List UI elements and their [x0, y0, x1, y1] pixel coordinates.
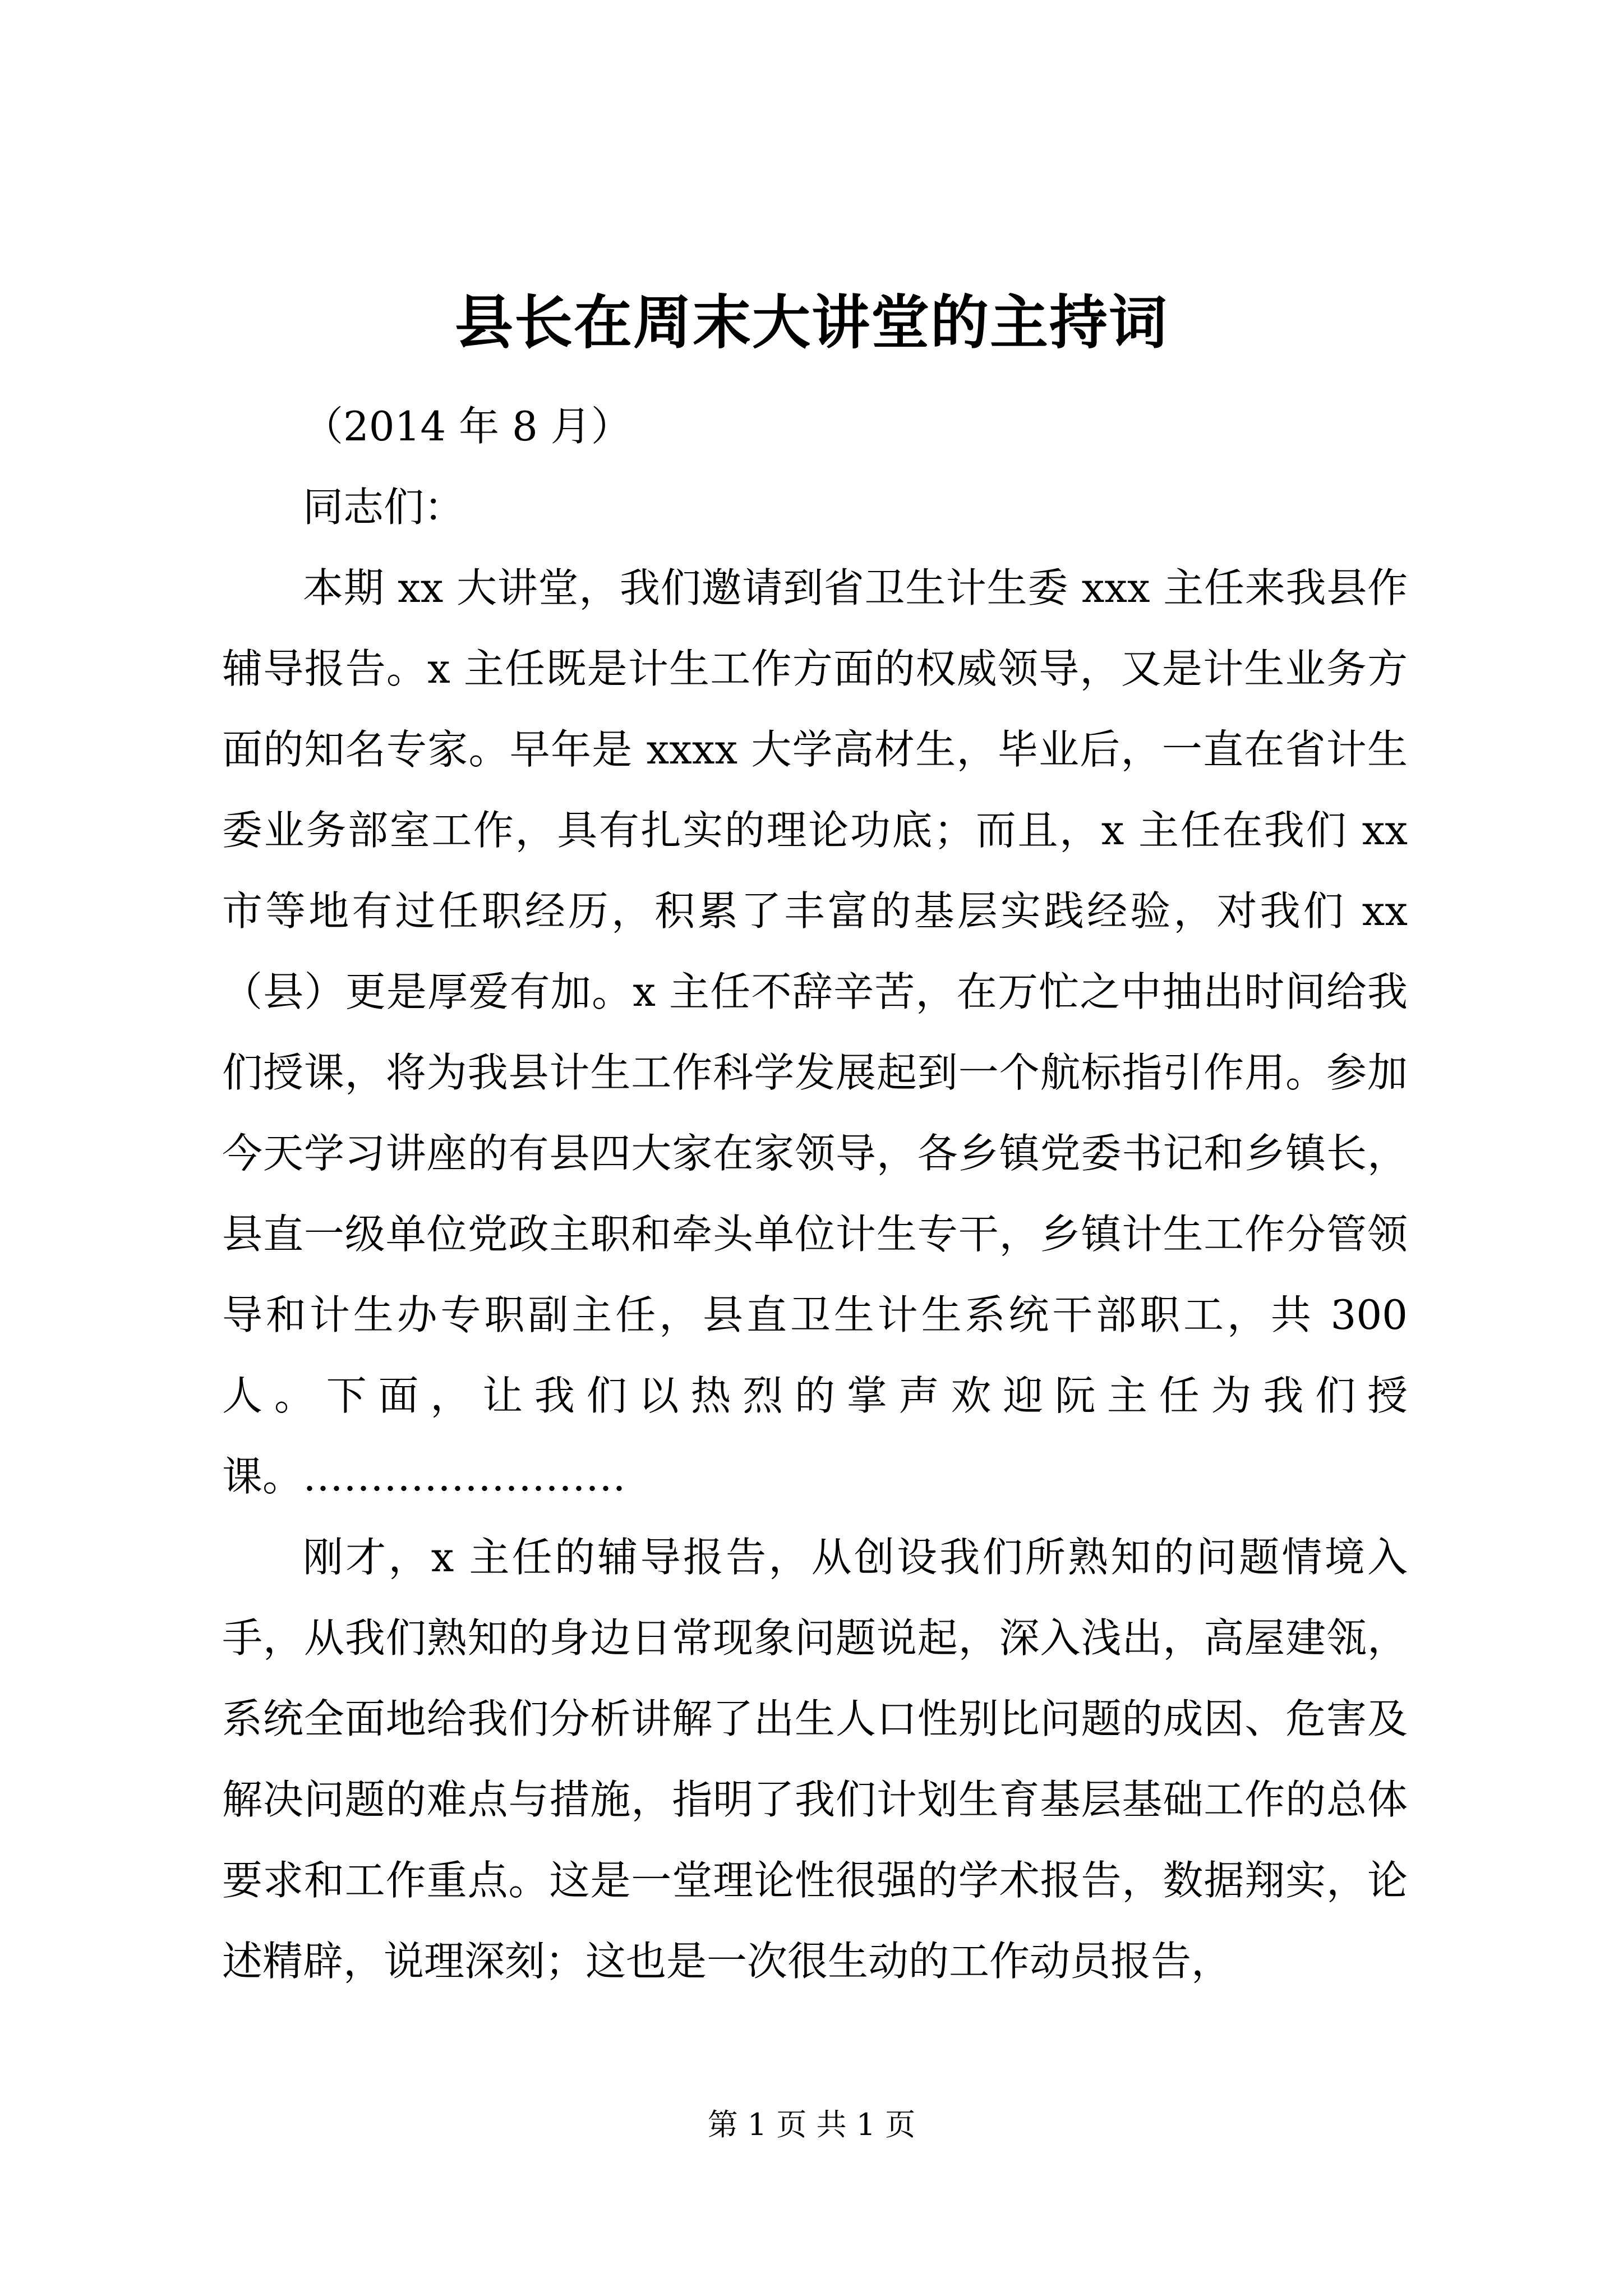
paragraph: 本期 xx 大讲堂，我们邀请到省卫生计生委 xxx 主任来我县作辅导报告。x 主任既是计生工作方面的权威领导，又是计生业务方面的知名专家。早年是 xxxx 大学高材生，毕业后，一直在省计生委业务部室工作，具有扎实的理论功底；而且，x 主任在我们 xx 市等地有过任职经历，积累了丰富的基层实践经验，对我们 xx（县）更是厚爱有加。x 主任不辞辛苦，在万忙之中抽出时间给我们授课，将为我县计生工作科学发展起到一个航标指引作用。参加今天学习讲座的有县四大家在家领导，各乡镇党委书记和乡镇长，县直一级单位党政主职和牵头单位计生专干，乡镇计生工作分管领导和计生办专职副主任，县直卫生计生系统干部职工，共 300 人。下面，让我们以热烈的掌声欢迎阮主任为我们授课。……………………	[222, 564, 1408, 1500]
salutation: 同志们：	[303, 484, 465, 531]
document-title: 县长在周末大讲堂的主持词	[454, 288, 1168, 357]
page-footer: 第 1 页 共 1 页	[707, 2107, 916, 2142]
document-body	[222, 386, 1408, 2001]
date-line: （2014 年 8 月）	[303, 403, 631, 450]
paragraph: 刚才，x 主任的辅导报告，从创设我们所熟知的问题情境入手，从我们熟知的身边日常现象问题说起，深入浅出，高屋建瓴，系统全面地给我们分析讲解了出生人口性别比问题的成因、危害及解决问题的难点与措施，指明了我们计划生育基层基础工作的总体要求和工作重点。这是一堂理论性很强的学术报告，数据翔实，论述精辟，说理深刻；这也是一次很生动的工作动员报告，	[222, 1534, 1408, 1985]
